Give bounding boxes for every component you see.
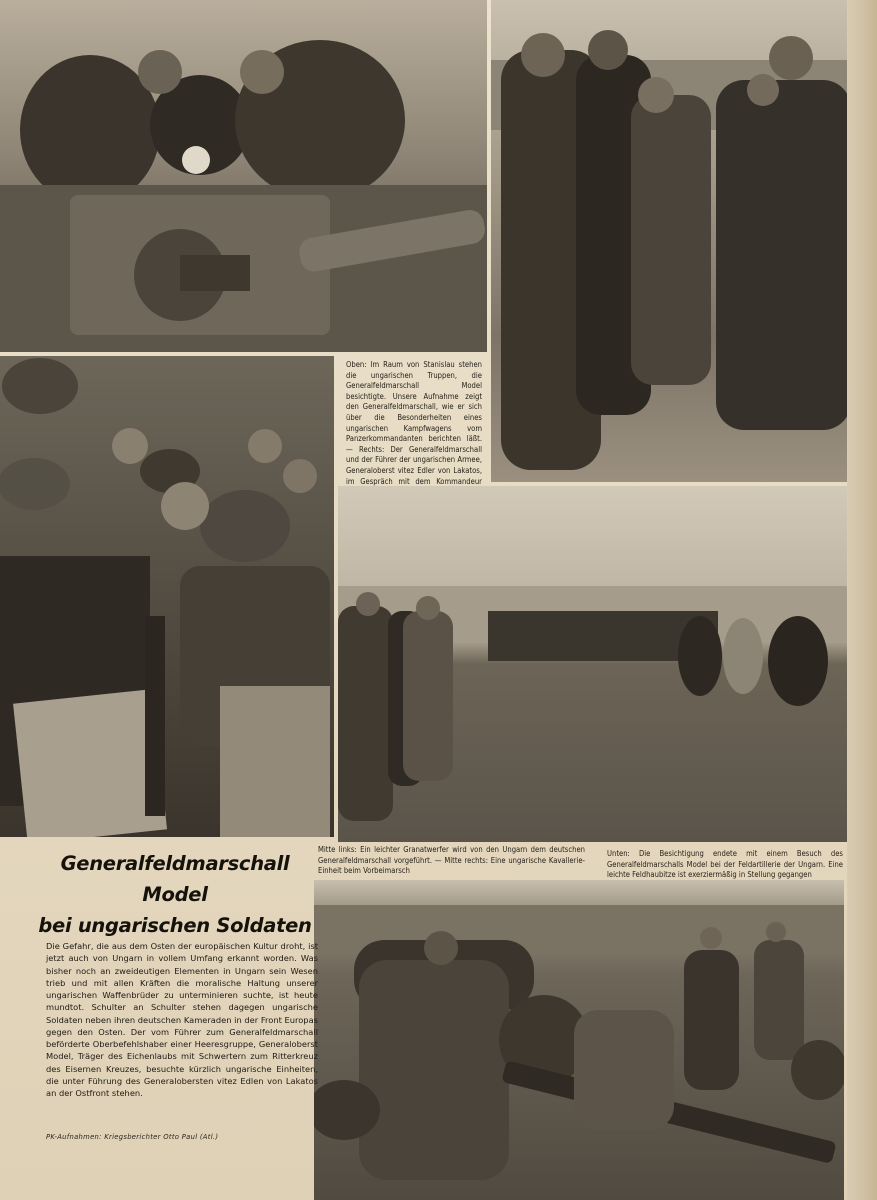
- photo-credit: PK-Aufnahmen: Kriegsberichter Otto Paul (Atl.): [46, 1133, 219, 1141]
- article-headline: [30, 848, 320, 941]
- page-edge: [847, 0, 877, 1200]
- caption-top: Oben: Im Raum von Stanislau stehen die ungarischen Truppen, die Generalfeldmarschall Model besichtigte. Unsere Aufnahme zeigt den Generalfeldmarschall, wie er sich über die Besonderheiten eines ungarischen Kampfwagens vom Panzerkommandanten berichten läßt. — Rechts: Der Generalfeldmarschall und der Führer der ungarischen Armee, Generaloberst vitez Edler von Lakatos, im Gespräch mit dem Kommandeur: [346, 360, 482, 486]
- photo-field-artillery: [314, 880, 844, 1200]
- photo-tank-inspection: [0, 0, 487, 352]
- caption-middle: Mitte links: Ein leichter Granatwerfer wird von den Ungarn dem deutschen Generalfeldmarschall vorgeführt. — Mitte rechts: Eine ungarische Kavallerie-Einheit beim Vorbeimarsch: [318, 845, 585, 876]
- photo-mortar-demonstration: [0, 356, 334, 837]
- headline-line-3: bei ungarischen Soldaten: [38, 914, 312, 937]
- photo-cavalry-march: [338, 486, 851, 842]
- headline-line-1: Generalfeldmarschall: [60, 852, 290, 875]
- caption-bottom: Unten: Die Besichtigung endete mit einem Besuch des Generalfeldmarschalls Model bei der Feldartillerie der Ungarn. Eine leichte Feldhaubitze ist exerziermäßig in Stellung gegangen: [607, 849, 843, 880]
- headline-line-2: Model: [142, 883, 208, 906]
- photo-officers-conversation: [491, 0, 854, 482]
- article-body: Die Gefahr, die aus dem Osten der europäischen Kultur droht, ist jetzt auch von Ungarn in vollem Umfang erkannt worden. Was bisher noch an zweideutigen Elementen in Ungarn sein Wesen trieb und mit allen Kräften die moralische Haltung unserer ungarischen Waffenbrüder zu unterminieren suchte, ist heute mundtot. Schulter an Schulter stehen dagegen ungarische Soldaten neben ihren deutschen Kameraden in der Front Europas gegen den Osten. Der vom Führer zum Generalfeldmarschall beförderte Oberbefehlshaber einer Heeresgruppe, Generaloberst Model, Träger des Eichenlaubs mit Schwertern zum Ritterkreuz des Eisernen Kreuzes, besuchte kürzlich ungarische Einheiten, die unter Führung des Generalobersten vitez Edlen von Lakatos an der Ostfront stehen.: [46, 941, 318, 1098]
